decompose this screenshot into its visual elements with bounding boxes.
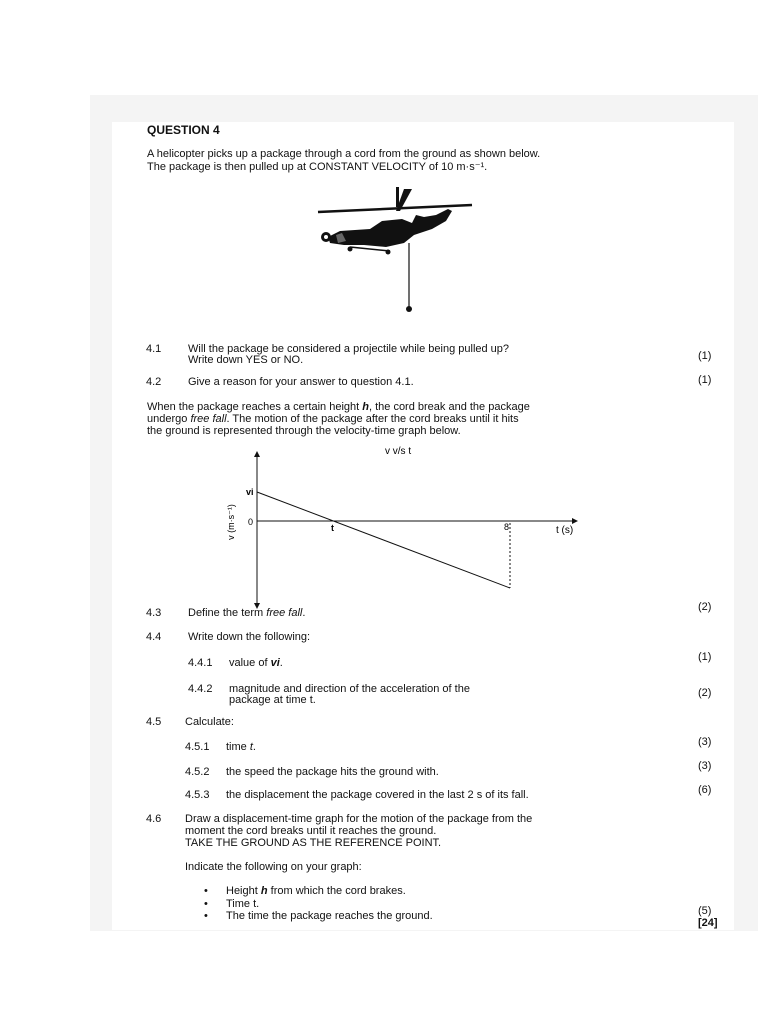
q441-text — [229, 657, 283, 670]
q451-text-b: . — [252, 741, 256, 753]
q451-marks: (3) — [698, 736, 712, 748]
bullet-1-a: Height — [226, 885, 261, 897]
para-line-1-a: When the package reaches a certain height — [147, 401, 363, 413]
q453-marks: (6) — [698, 784, 712, 796]
q452-marks: (3) — [698, 760, 712, 772]
x-tick-8: 8 — [504, 522, 510, 532]
para-line-2-a: undergo — [147, 413, 191, 425]
q44-text: Write down the following: — [188, 631, 311, 643]
q46-number: 4.6 — [146, 813, 162, 825]
bullet-1-text — [226, 885, 406, 898]
q452-number: 4.5.2 — [185, 766, 210, 778]
q451-text — [226, 741, 256, 754]
q41-number: 4.1 — [146, 343, 162, 355]
velocity-time-graph — [220, 440, 590, 610]
para-line-3: the ground is represented through the velocity-time graph below. — [147, 425, 461, 437]
intro-line-2: The package is then pulled up at CONSTANT VELOCITY of 10 m·s⁻¹. — [147, 161, 488, 173]
q442-number: 4.4.2 — [188, 683, 213, 695]
q46-line-3: TAKE THE GROUND AS THE REFERENCE POINT. — [185, 837, 442, 849]
q41-marks: (1) — [698, 350, 712, 362]
q43-text-b: . — [302, 607, 306, 619]
q441-text-c: . — [279, 657, 283, 669]
intro-line-1: A helicopter picks up a package through a cord from the ground as shown below. — [147, 148, 541, 160]
total-marks: [24] — [698, 917, 718, 929]
para-line-2-b: . The motion of the package after the cord breaks until it hits — [226, 413, 519, 425]
question-heading: QUESTION 4 — [147, 123, 220, 137]
q41-line-2: Write down YES or NO. — [188, 354, 304, 366]
q453-number: 4.5.3 — [185, 789, 210, 801]
q453-text: the displacement the package covered in the last 2 s of its fall. — [226, 789, 529, 801]
q41-line-1: Will the package be considered a projectile while being pulled up? — [188, 343, 510, 355]
para-free-fall: free fall — [190, 413, 227, 425]
q441-number: 4.4.1 — [188, 657, 213, 669]
y-tick-zero: 0 — [248, 517, 254, 527]
q43-text — [188, 607, 305, 620]
bullet-1-dot: • — [204, 885, 208, 897]
q43-text-a: Define the term — [188, 607, 267, 619]
q46-line-2: moment the cord breaks until it reaches the ground. — [185, 825, 437, 837]
para-line-1-b: , the cord break and the package — [368, 401, 530, 413]
q451-number: 4.5.1 — [185, 741, 210, 753]
q441-vi: vi — [270, 657, 280, 669]
bullet-1-h: h — [260, 885, 268, 897]
q43-marks: (2) — [698, 601, 712, 613]
package-icon — [406, 306, 412, 312]
q45-text: Calculate: — [185, 716, 234, 728]
bullet-2-dot: • — [204, 898, 208, 910]
q451-t: t — [249, 741, 253, 753]
y-tick-vi: vi — [246, 487, 254, 497]
q442-line-1: magnitude and direction of the acceleration of the — [229, 683, 470, 695]
x-tick-t: t — [331, 523, 334, 533]
q42-marks: (1) — [698, 374, 712, 386]
q442-line-2: package at time t. — [229, 694, 316, 706]
q46-line-1: Draw a displacement-time graph for the motion of the package from the — [185, 813, 533, 825]
velocity-line — [257, 492, 510, 588]
bullet-3-text: The time the package reaches the ground. — [226, 910, 433, 922]
q43-text-em: free fall — [266, 607, 303, 619]
bullet-3-dot: • — [204, 910, 208, 922]
bullet-2-text: Time t. — [226, 898, 260, 910]
helicopter-icon — [318, 187, 472, 255]
q441-text-a: value of — [229, 657, 271, 669]
q42-number: 4.2 — [146, 376, 162, 388]
q451-text-a: time — [226, 741, 250, 753]
q452-text: the speed the package hits the ground with. — [226, 766, 439, 778]
q442-marks: (2) — [698, 687, 712, 699]
helicopter-illustration — [300, 185, 490, 315]
graph-title: v v/s t — [385, 446, 412, 457]
y-axis-label: v (m·s⁻¹) — [226, 504, 236, 540]
bullet-1-c: from which the cord brakes. — [267, 885, 406, 897]
q44-number: 4.4 — [146, 631, 162, 643]
q46-marks: (5) — [698, 905, 712, 917]
q46-indicate: Indicate the following on your graph: — [185, 861, 362, 873]
q45-number: 4.5 — [146, 716, 162, 728]
q42-text: Give a reason for your answer to question 4.1. — [188, 376, 414, 388]
q43-number: 4.3 — [146, 607, 162, 619]
x-axis-label: t (s) — [556, 525, 574, 536]
para-height-h: h — [362, 401, 369, 413]
q441-marks: (1) — [698, 651, 712, 663]
